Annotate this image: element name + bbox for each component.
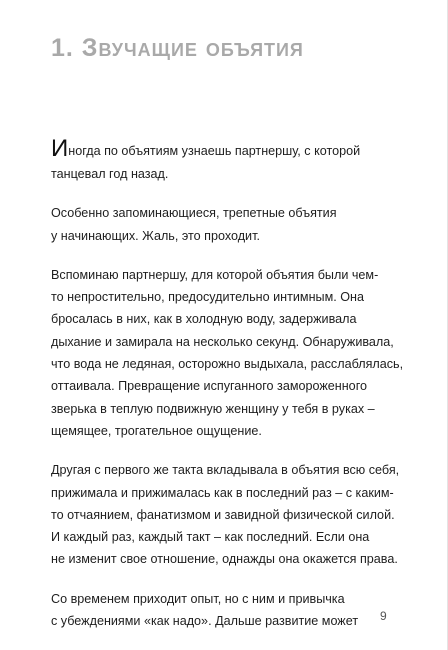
text-line: Особенно запоминающиеся, трепетные объятия <box>51 206 337 221</box>
paragraph-first-line <box>51 137 387 163</box>
text-line: зверька в теплую подвижную женщину у тебя в руках – <box>51 401 375 416</box>
text-line: Другая с первого же такта вкладывала в объятия всю себя, <box>51 463 400 478</box>
paragraph-2 <box>51 202 387 247</box>
paragraph-1 <box>51 137 387 185</box>
text-line: дыхание и замирала на несколько секунд. Обнаруживала, <box>51 334 394 349</box>
text-line: не изменит свое отношение, однажды она окажется права. <box>51 552 398 567</box>
text-line: Вспоминаю партнершу, для которой объятия были чем- <box>51 267 379 282</box>
text-line: что вода не ледяная, осторожно выдыхала, расслаблялась, <box>51 357 404 372</box>
text-line: у начинающих. Жаль, это проходит. <box>51 228 260 243</box>
text-line: танцевал год назад. <box>51 167 169 181</box>
paragraph-3 <box>51 264 404 442</box>
text-line: И каждый раз, каждый такт – как последний. Если она <box>51 530 370 545</box>
page-number: 9 <box>380 609 387 623</box>
first-line-text: ногда по объятиям узнаешь партнершу, с которой <box>68 144 361 158</box>
paragraph-4 <box>51 459 400 570</box>
text-line: то непростительно, предосудительно интимным. Она <box>51 290 365 305</box>
text-line: прижимала и прижималась как в последний раз – с каким- <box>51 485 394 500</box>
paragraph-5 <box>51 588 387 633</box>
text-line: то отчаянием, фанатизмом и завидной физической силой. <box>51 507 395 522</box>
chapter-title: 1. Звучащие объятия <box>51 34 304 62</box>
body-text <box>51 135 404 649</box>
text-line: с убеждениями «как надо». Дальше развитие может <box>51 614 359 629</box>
text-line: щемящее, трогательное ощущение. <box>51 423 262 438</box>
text-line: бросалась в них, как в холодную воду, задерживала <box>51 312 357 327</box>
text-line: Со временем приходит опыт, но с ним и привычка <box>51 591 345 606</box>
text-line: оттаивала. Превращение испуганного замороженного <box>51 379 368 394</box>
drop-initial: И <box>51 135 69 162</box>
